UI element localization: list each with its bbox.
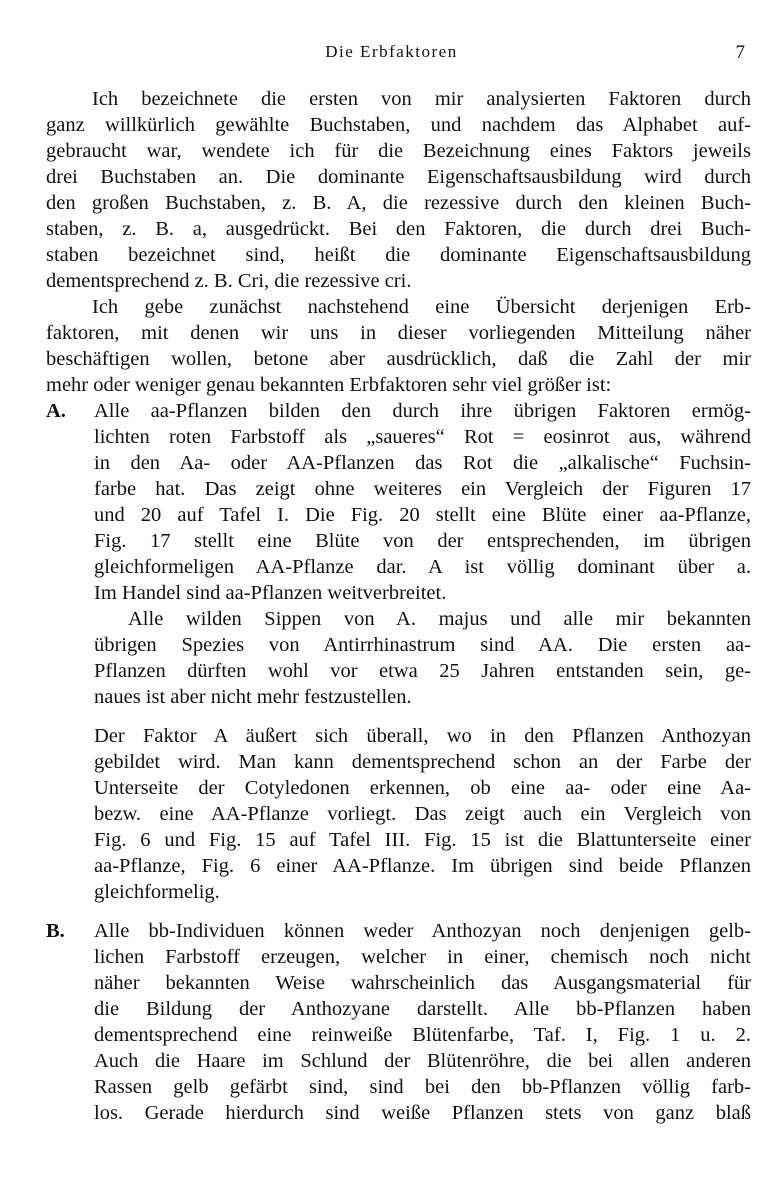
paragraph-gap [46,905,751,918]
text-line: Alle bb-Individuen können weder Anthozyan noch denjenigen gelb- [94,920,751,942]
text-line: beschäftigen wollen, betone aber ausdrücklich, daß die Zahl der mir [46,348,751,370]
text-line: Fig. 6 und Fig. 15 auf Tafel III. Fig. 15 ist die Blattunterseite einer [94,829,751,851]
text-line: die Bildung der Anthozyane darstellt. Alle bb-Pflanzen haben [94,998,751,1020]
text-line: Ich gebe zunächst nachstehend eine Übersicht derjenigen Erb- [92,296,751,318]
text-line: Ich bezeichnete die ersten von mir analysierten Faktoren durch [92,88,751,110]
text-line: näher bekannten Weise wahrscheinlich das Ausgangsmaterial für [94,972,751,994]
text-line: mehr oder weniger genau bekannten Erbfaktoren sehr viel größer ist: [46,374,612,396]
section-b-body [94,918,751,1126]
text-line: und 20 auf Tafel I. Die Fig. 20 stellt eine Blüte einer aa-Pflanze, [94,504,751,526]
section-a-label: A. [46,400,66,422]
text-line: lichten roten Farbstoff als „saueres“ Rot = eosinrot aus, während [94,426,751,448]
text-line: Der Faktor A äußert sich überall, wo in den Pflanzen Anthozyan [94,725,751,747]
text-line: naues ist aber nicht mehr festzustellen. [94,686,412,708]
text-line: übrigen Spezies von Antirrhinastrum sind AA. Die ersten aa- [94,634,751,656]
text-line: Alle wilden Sippen von A. majus und alle mir bekannten [128,608,751,630]
text-line: los. Gerade hierdurch sind weiße Pflanzen stets von ganz blaß [94,1102,751,1124]
text-line: staben, z. B. a, ausgedrückt. Bei den Faktoren, die durch drei Buch- [46,218,751,240]
text-line: den großen Buchstaben, z. B. A, die rezessive durch den kleinen Buch- [46,192,751,214]
running-title: Die Erbfaktoren [325,42,458,61]
text-line: in den Aa- oder AA-Pflanzen das Rot die „alkalische“ Fuchsin- [94,452,751,474]
text-line: faktoren, mit denen wir uns in dieser vorliegenden Mitteilung näher [46,322,751,344]
text-line: dementsprechend z. B. Cri, die rezessive cri. [46,270,412,292]
text-line: Rassen gelb gefärbt sind, sind bei den bb-Pflanzen völlig farb- [94,1076,751,1098]
text-line: dementsprechend eine reinweiße Blütenfarbe, Taf. I, Fig. 1 u. 2. [94,1024,751,1046]
text-line: gebildet wird. Man kann dementsprechend schon an der Farbe der [94,751,751,773]
text-line: staben bezeichnet sind, heißt die dominante Eigenschaftsausbildung [46,244,751,266]
paragraph-2 [46,294,751,398]
text-line: drei Buchstaben an. Die dominante Eigenschaftsausbildung wird durch [46,166,751,188]
text-line: ganz willkürlich gewählte Buchstaben, und nachdem das Alphabet auf- [46,114,751,136]
text-line: lichen Farbstoff erzeugen, welcher in einer, chemisch noch nicht [94,946,751,968]
page-header [0,42,783,66]
paragraph-1 [46,86,751,294]
text-line: Pflanzen dürften wohl vor etwa 25 Jahren entstanden sein, ge- [94,660,751,682]
text-line: gebraucht war, wendete ich für die Bezeichnung eines Faktors jeweils [46,140,751,162]
text-line: Auch die Haare im Schlund der Blütenröhre, die bei allen anderen [94,1050,751,1072]
text-line: gleichformeligen AA-Pflanze dar. A ist völlig dominant über a. [94,556,751,578]
text-line: Unterseite der Cotyledonen erkennen, ob eine aa- oder eine Aa- [94,777,751,799]
text-line: farbe hat. Das zeigt ohne weiteres ein Vergleich der Figuren 17 [94,478,751,500]
section-a-body [94,398,751,905]
text-line: aa-Pflanze, Fig. 6 einer AA-Pflanze. Im übrigen sind beide Pflanzen [94,855,751,877]
section-b [46,918,751,1126]
text-line: Alle aa-Pflanzen bilden den durch ihre übrigen Faktoren ermög- [94,400,751,422]
text-line: gleichformelig. [94,881,220,903]
text-line: Fig. 17 stellt eine Blüte von der entsprechenden, im übrigen [94,530,751,552]
text-line: Im Handel sind aa-Pflanzen weitverbreitet. [94,582,447,604]
section-b-label: B. [46,920,65,942]
text-line: bezw. eine AA-Pflanze vorliegt. Das zeigt auch ein Vergleich von [94,803,751,825]
body-text [46,86,751,1126]
page-number: 7 [735,42,745,63]
paragraph-gap [94,710,751,723]
section-a [46,398,751,905]
